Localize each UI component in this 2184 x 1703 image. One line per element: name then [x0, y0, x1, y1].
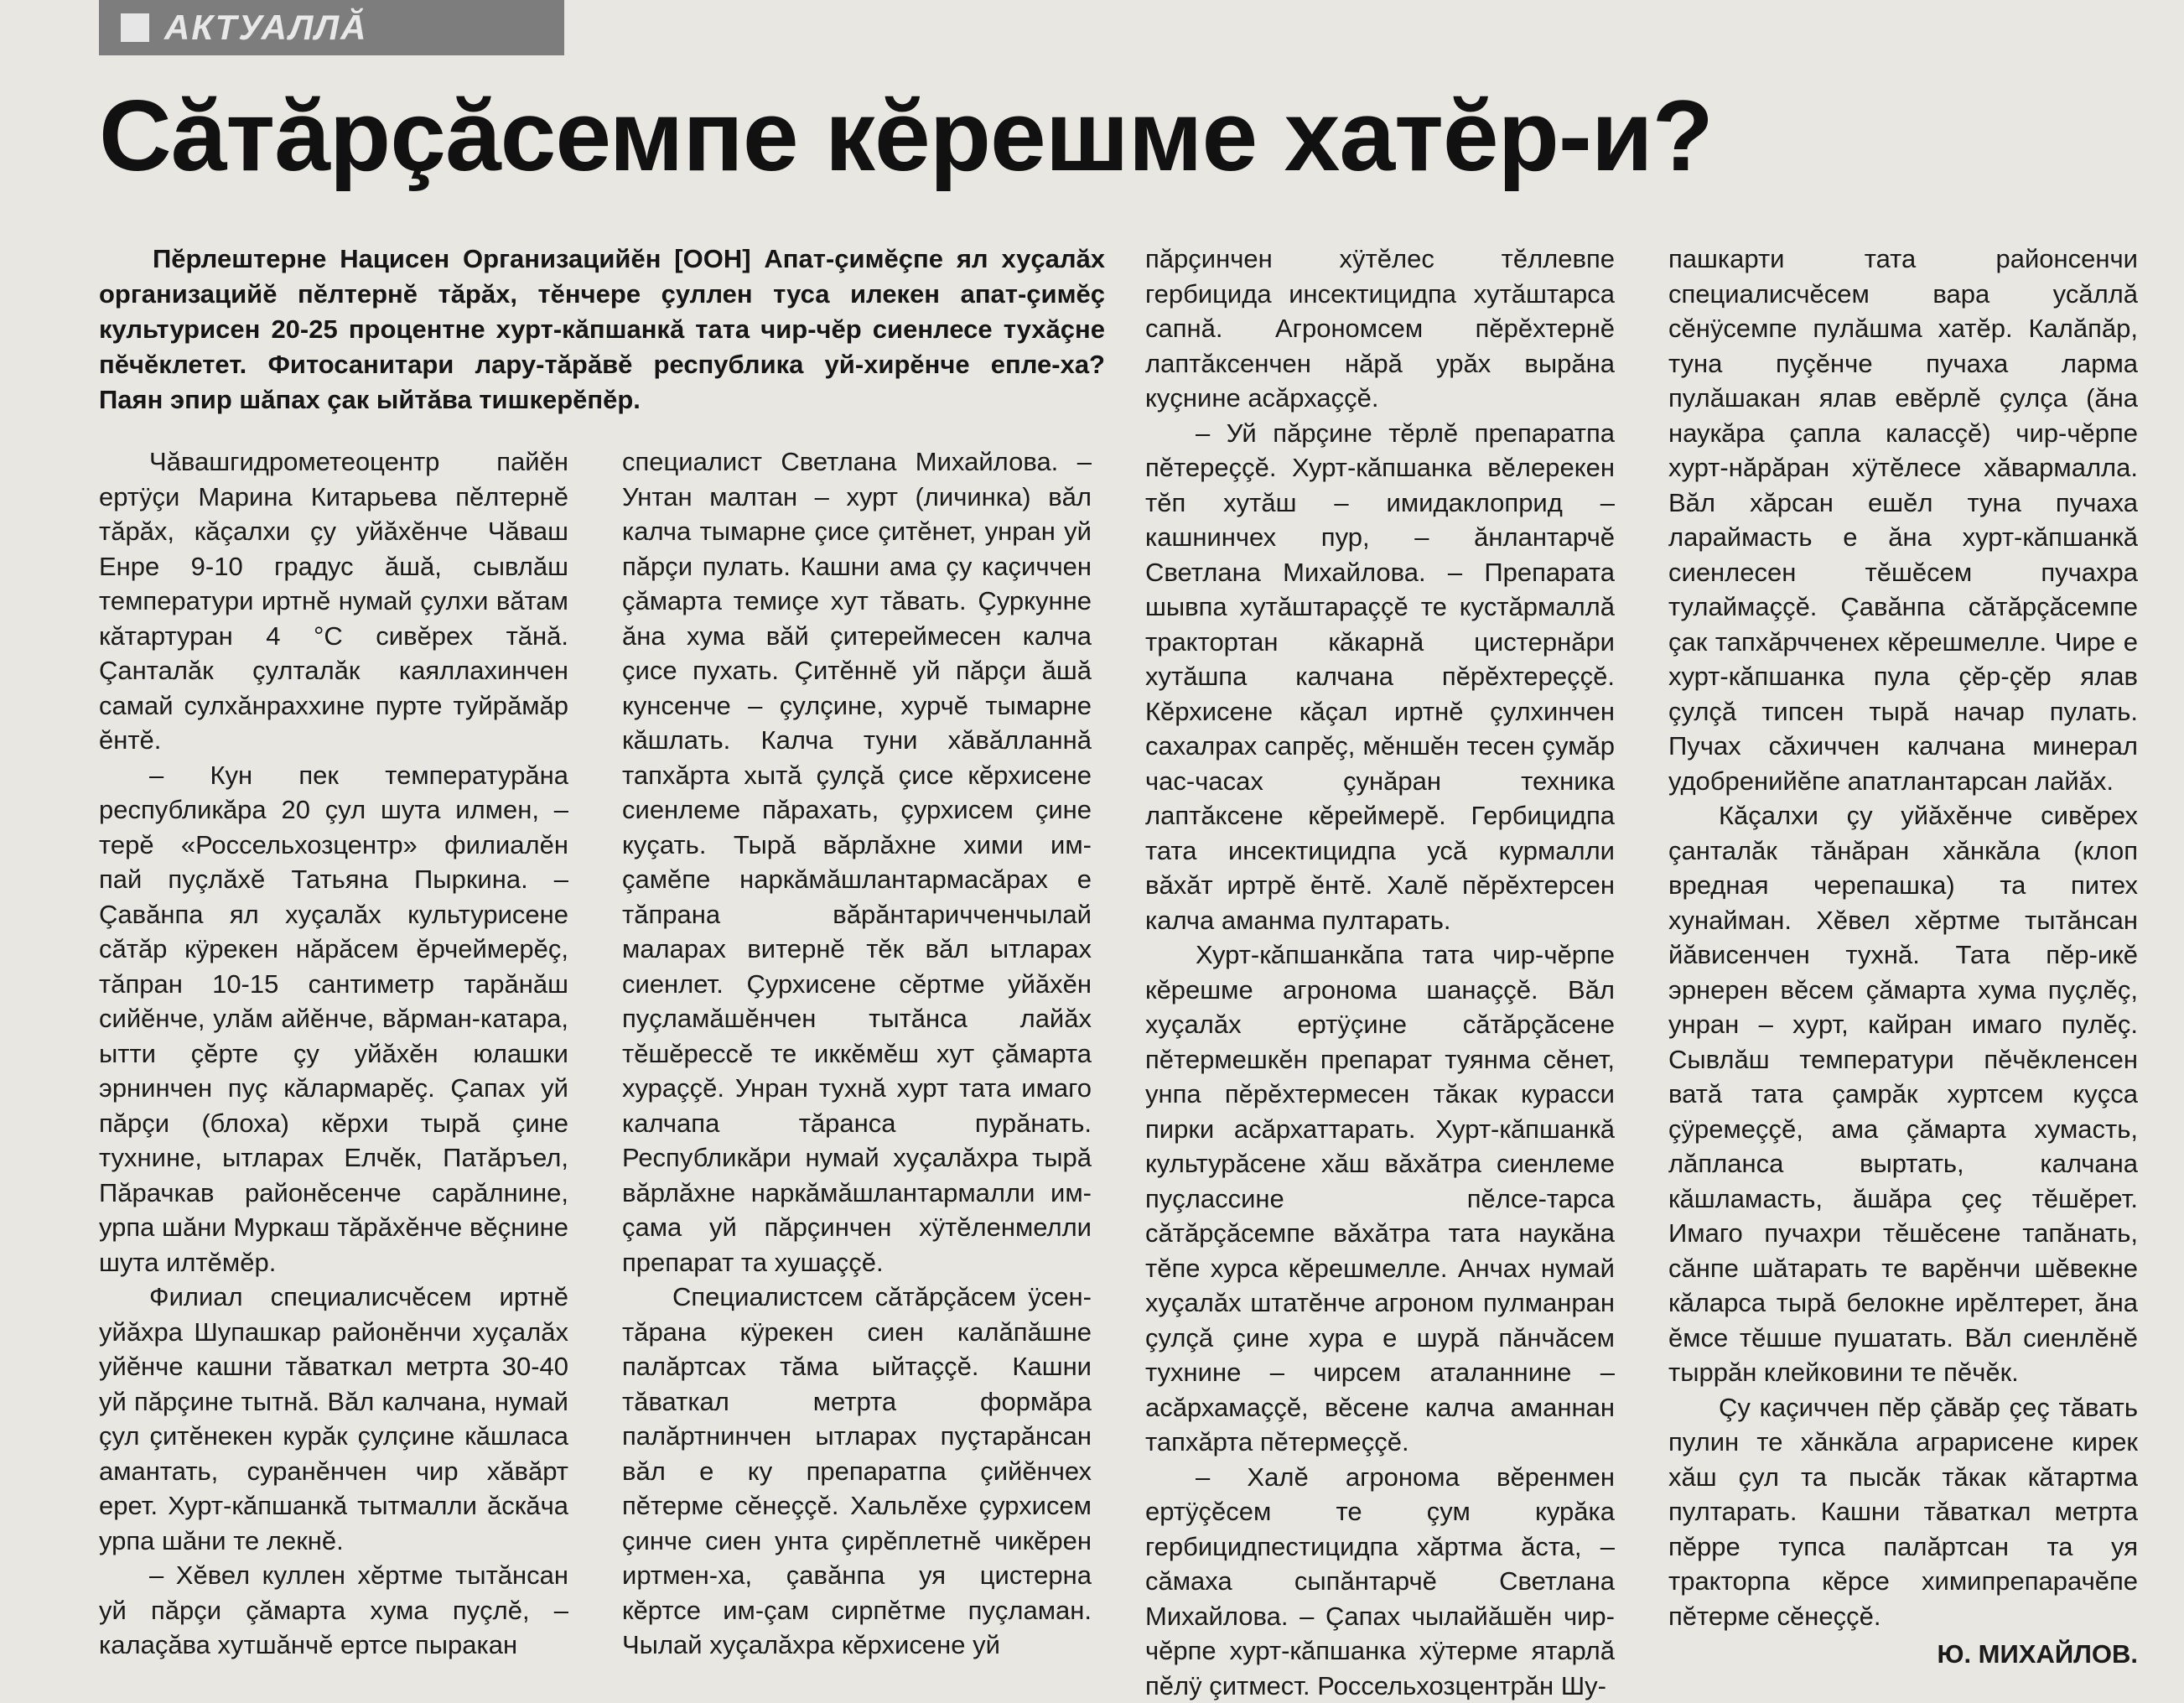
paragraph: – Уй пăрçине тĕрлĕ препаратпа пĕтереççĕ. Хурт-кăпшанка вĕлерекен тĕп хутăш – имидаклоприд – кашнинчех пур, – ăнлантарчĕ Светлана Михайлова. – Препарата шывпа хутăштараççĕ те кустăрмаллă трактортан кăкарнă цистернăри хутăшпа калчана пĕрĕхтереççĕ. Кĕрхисене кăçал иртнĕ çулхинчен сахалрах сапрĕç, мĕншĕн тесен çумăр час-часах çунăран техника лаптăксене кĕреймерĕ. Гербицидпа тата инсектицидпа усă курмалли вăхăт иртрĕ ĕнтĕ. Халĕ пĕрĕхтерсен калча аманма пултарать. — [1145, 416, 1615, 938]
paragraph: специалист Светлана Михайлова. – Унтан малтан – хурт (личинка) вăл калча тымарне çисе çитĕнет, унран уй пăрçи пулать. Кашни ама çу каçиччен çăмарта темиçе хут тăвать. Çуркунне ăна хума вăй çитереймесен калча çисе пухать. Çитĕннĕ уй пăрçи ăшă кунсенче – çулçине, хурчĕ тымарне кăшлать. Калча туни хăвăлланнă тапхăрта хытă çулçă çисе кĕрхисене сиенлеме пăрахать, çурхисем çине куçать. Тырă вăрлăхне хими им-çамĕпе наркăмăшлантармасăрах е тăпрана вăрăнтаричченчылай маларах витернĕ тĕк вăл ытларах сиенлет. Çурхисене сĕртме уйăхĕн пуçламăшĕнчен тытăнса лайăх тĕшĕрессĕ те иккĕмĕш хут çăмарта хураççĕ. Унран тухнă хурт тата имаго калчапа тăранса пурăнать. Республикăри нумай хуçалăхра тырă вăрлăхне наркăмăшлантармалли им-çама уй пăрçинчен хÿтĕленмелли препарат та хушаççĕ. — [622, 444, 1092, 1280]
paragraph: пашкарти тата районсенчи специалисчĕсем вара усăллă сĕнÿсемпе пулăшма хатĕр. Калăпăр, туна пуçĕнче пучаха ларма пулăшакан ялав евĕрлĕ çулçа (ăна наукăра çапла каласçĕ) чир-чĕрпе хурт-нăрăран хÿтĕлесе хăвармалла. Вăл хăрсан ешĕл туна пучаха лараймасть е ăна хурт-кăпшанкă сиенлесен тĕшĕсем пучахра тулаймаççĕ. Çавăнпа сăтăрçăсемпе çак тапхăрчченех кĕрешмелле. Чире е хурт-кăпшанка пула çĕр-çĕр ялав çулçă типсен тырă начар пулать. Пучах сăхиччен калчана минерал удобренийĕпе апатлантарсан лайăх. — [1668, 241, 2138, 798]
article-headline: Сăтăрçăсемпе кĕрешме хатĕр-и? — [99, 77, 1943, 195]
article-column-3 — [1145, 241, 1615, 1703]
paragraph: Çу каçиччен пĕр çăвăр çеç тăвать пулин те хăнкăла аграрисене кирек хăш çул та пысăк тăкак кăтартма пултарать. Кашни тăваткал метрта пĕрре тупса палăртсан та уя тракторпа кĕрсе химипрепарачĕпе пĕтерме сĕнеççĕ. — [1668, 1390, 2138, 1634]
rubric-square-icon — [121, 13, 149, 42]
paragraph: Чăвашгидрометеоцентр пайĕн ертÿçи Марина Китарьева пĕлтернĕ тăрăх, кăçалхи çу уйăхĕнче Чăваш Енре 9-10 градус ăшă, сывлăш температури иртнĕ нумай çулхи вăтам кăтартуран 4 °С сивĕрех тăнă. Çанталăк çулталăк каяллахинчен самай сулхăнраххине пурте туйрăмăр ĕнтĕ. — [99, 444, 568, 758]
article-column-1 — [99, 444, 568, 1663]
article-column-4 — [1668, 241, 2138, 1672]
paragraph: Кăçалхи çу уйăхĕнче сивĕрех çанталăк тăнăран хăнкăла (клоп вредная черепашка) та питех хунайман. Хĕвел хĕртме тытăнсан йăвисенчен тухнă. Тата пĕр-икĕ эрнерен вĕсем çăмарта хума пуçлĕç, унран – хурт, кайран имаго пулĕç. Сывлăш температури пĕчĕкленсен ватă тата çамрăк хуртсем куçса çÿремеççĕ, ама çăмарта хумасть, лăпланса выртать, калчана кăшламасть, ăшăра çеç тĕшĕрет. Имаго пучахри тĕшĕсене тапăнать, сăнпе шăтарать те варĕнчи шĕвекне кăларса тырă белокне ирĕлтерет, ăна ĕмсе тĕшше пушатать. Вăл сиенлĕнĕ тыррăн клейковини те пĕчĕк. — [1668, 798, 2138, 1390]
paragraph: Хурт-кăпшанкăпа тата чир-чĕрпе кĕрешме агронома шанаççĕ. Вăл хуçалăх ертÿçине сăтăрçăсене пĕтермешкĕн препарат туянма сĕнет, унпа пĕрĕхтермесен тăкак курасси пирки асăрхаттарать. Хурт-кăпшанкă культурăсене хăш вăхăтра сиенлеме пуçлассине пĕлсе-тарса сăтăрçăсемпе вăхăтра тата наукăна тĕпе хурса кĕрешмелле. Анчах нумай хуçалăх штатĕнче агроном пулманран çулçă çине хура е шурă пăнчăсем тухнине – чирсем аталаннине – асăрхамаççĕ, вĕсене калча аманнан тапхăрта пĕтермеççĕ. — [1145, 937, 1615, 1460]
author-signature: Ю. МИХАЙЛОВ. — [1668, 1637, 2138, 1672]
article-lead — [99, 241, 1105, 418]
lead-text: Пĕрлештерне Нацисен Организацийĕн [ООН] Апат-çимĕçпе ял хуçалăх организацийĕ пĕлтернĕ тăрăх, тĕнчере çуллен туса илекен апат-çимĕç культурисен 20-25 процентне хурт-кăпшанкă тата чир-чĕр сиенлесе тухăçне пĕчĕклетет. Фитосанитари лару-тăрăвĕ республика уй-хирĕнче епле-ха? Паян эпир шăпах çак ыйтăва тишкерĕпĕр. — [99, 244, 1105, 414]
paragraph: – Кун пек температурăна республикăра 20 çул шута илмен, – терĕ «Россельхозцентр» филиалĕн пай пуçлăхĕ Татьяна Пыркина. – Çавăнпа ял хуçалăх культурисене сăтăр кÿрекен нăрăсем ĕрчеймерĕç, тăпран 10-15 сантиметр тарăнăш сийĕнче, улăм айĕнче, вăрман-катара, ытти çĕрте çу уйăхĕн юлашки эрнинчен пуç кăлармарĕç. Çапах уй пăрçи (блоха) кĕрхи тырă çине тухнине, ытларах Елчĕк, Патăръел, Пăрачкав районĕсенче сарăлнине, урпа шăни Муркаш тăрăхĕнче вĕçнине шута илтĕмĕр. — [99, 758, 568, 1280]
section-rubric — [99, 0, 564, 55]
paragraph: – Хĕвел куллен хĕртме тытăнсан уй пăрçи çăмарта хума пуçлĕ, – калаçăва хутшăнчĕ ертсе пыракан — [99, 1558, 568, 1663]
paragraph: пăрçинчен хÿтĕлес тĕллевпе гербицида инсектицидпа хутăштарса сапнă. Агрономсем пĕрĕхтернĕ лаптăксенчен нăрă урăх вырăна куçнине асăрхаççĕ. — [1145, 241, 1615, 416]
paragraph: – Халĕ агронома вĕренмен ертÿçĕсем те çум курăка гербицидпестицидпа хăртма ăста, – сăмаха сыпăнтарчĕ Светлана Михайлова. – Çапах чылайăшĕн чир-чĕрпе хурт-кăпшанка хÿтерме ятарлă пĕлÿ çитмест. Россельхозцентрăн Шу- — [1145, 1460, 1615, 1703]
paragraph: Филиал специалисчĕсем иртнĕ уйăхра Шупашкар районĕнчи хуçалăх уйĕнче кашни тăваткал метрта 30-40 уй пăрçине тытнă. Вăл калчана, нумай çул çитĕнекен курăк çулçине кăшласа амантать, суранĕнчен чир хăвăрт ерет. Хурт-кăпшанкă тытмалли ăскăча урпа шăни те лекнĕ. — [99, 1280, 568, 1558]
section-label: АКТУАЛЛĂ — [164, 8, 368, 48]
article-column-2 — [622, 444, 1092, 1663]
paragraph: Специалистсем сăтăрçăсем ÿсен-тăрана кÿрекен сиен калăпăшне палăртсах тăма ыйтаççĕ. Кашни тăваткал метрта формăра палăртнинчен ытларах пуçтарăнсан вăл е ку препаратпа çийĕнчех пĕтерме сĕнеççĕ. Хальлĕхе çурхисем çинче сиен унта çирĕплетнĕ чикĕрен иртмен-ха, çавăнпа уя цистерна кĕртсе им-çам сирпĕтме пуçламан. Чылай хуçалăхра кĕрхисене уй — [622, 1280, 1092, 1663]
